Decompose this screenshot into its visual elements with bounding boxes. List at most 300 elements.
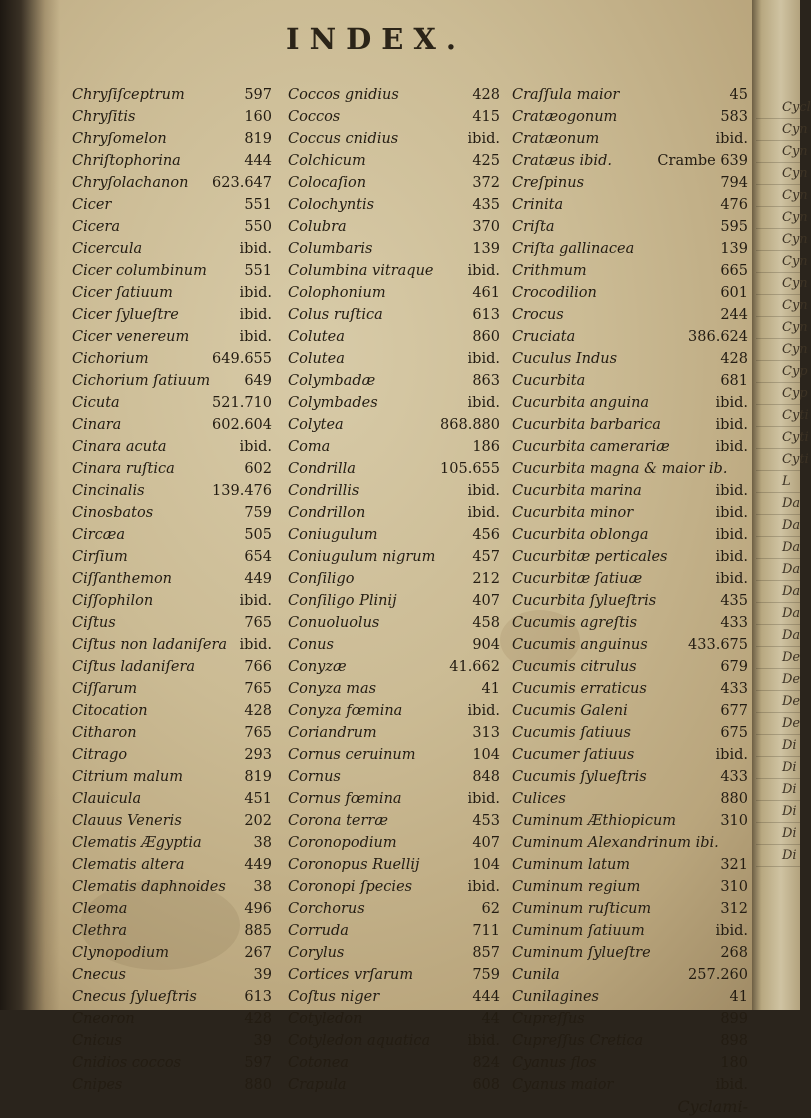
facing-page-fragment: Da <box>782 584 801 599</box>
page-edge-line <box>756 712 800 713</box>
entry-page-number: Crambe 639 <box>657 153 748 169</box>
index-entry <box>512 1030 748 1052</box>
entry-term: Citocation <box>72 703 148 719</box>
entry-page-number: 313 <box>472 725 500 741</box>
index-entry <box>512 590 748 612</box>
entry-page-number: 824 <box>472 1055 500 1071</box>
entry-page-number: 551 <box>244 197 272 213</box>
entry-page-number: ibid. <box>467 703 500 719</box>
entry-page-number: ibid. <box>715 417 748 433</box>
entry-page-number: 457 <box>472 549 500 565</box>
index-entry <box>72 1008 272 1030</box>
entry-page-number: 435 <box>472 197 500 213</box>
index-entry <box>512 656 748 678</box>
index-entry <box>512 898 748 920</box>
facing-page-fragment: Da <box>782 562 801 577</box>
entry-page-number: 759 <box>244 505 272 521</box>
entry-page-number: 848 <box>472 769 500 785</box>
entry-page-number: 765 <box>244 615 272 631</box>
entry-page-number: 386.624 <box>688 329 748 345</box>
entry-term: Cucumis anguinus <box>512 637 648 653</box>
index-entry <box>288 84 500 106</box>
index-entry <box>72 1030 272 1052</box>
page-edge-line <box>756 690 800 691</box>
page-edge-line <box>756 184 800 185</box>
entry-page-number: 293 <box>244 747 272 763</box>
entry-term: Cirſium <box>72 549 128 565</box>
entry-page-number: ibid. <box>715 439 748 455</box>
index-entry <box>288 150 500 172</box>
entry-page-number: 765 <box>244 681 272 697</box>
entry-term: Colutea <box>288 351 345 367</box>
index-entry <box>512 502 748 524</box>
index-entry <box>288 414 500 436</box>
entry-page-number: 456 <box>472 527 500 543</box>
entry-page-number: 608 <box>472 1077 500 1093</box>
page-edge-line <box>756 646 800 647</box>
page-edge-line <box>756 668 800 669</box>
entry-page-number: 868.880 <box>440 417 500 433</box>
index-entry <box>72 216 272 238</box>
index-entry <box>512 920 748 942</box>
index-entry <box>72 546 272 568</box>
entry-term: Cratæogonum <box>512 109 618 125</box>
entry-term: Conyza mas <box>288 681 377 697</box>
page-edge-line <box>756 382 800 383</box>
index-entry <box>72 436 272 458</box>
entry-term: Cnecus ſylueſtris <box>72 989 197 1005</box>
page-edge-line <box>756 448 800 449</box>
entry-term: Cinara ruſtica <box>72 461 175 477</box>
entry-page-number: 451 <box>244 791 272 807</box>
index-entry <box>512 854 748 876</box>
entry-page-number: ibid. <box>467 131 500 147</box>
entry-page-number: 433 <box>720 769 748 785</box>
entry-page-number: 551 <box>244 263 272 279</box>
entry-page-number: 476 <box>720 197 748 213</box>
facing-page-fragment: L <box>782 474 791 489</box>
entry-term: Ciſtus ladaniſera <box>72 659 196 675</box>
entry-page-number: ibid. <box>467 483 500 499</box>
index-entry <box>72 502 272 524</box>
index-entry <box>512 216 748 238</box>
entry-term: Cuminum ſatiuum <box>512 923 645 939</box>
entry-page-number: 310 <box>720 813 748 829</box>
index-entry <box>72 150 272 172</box>
entry-term: Conuoluolus <box>288 615 380 631</box>
page-edge-line <box>756 272 800 273</box>
entry-term: Crocodilion <box>512 285 597 301</box>
facing-page-edge <box>752 0 811 1010</box>
facing-page-fragment: Da <box>782 518 801 533</box>
entry-page-number: 41 <box>481 681 500 697</box>
index-entry <box>72 568 272 590</box>
index-entry <box>288 788 500 810</box>
entry-term: Cratæus ibid. <box>512 153 612 169</box>
index-entry <box>512 744 748 766</box>
index-entry <box>288 502 500 524</box>
entry-term: Colochyntis <box>288 197 375 213</box>
entry-page-number: 39 <box>253 1033 272 1049</box>
entry-term: Coronopodium <box>288 835 397 851</box>
entry-page-number: 428 <box>472 87 500 103</box>
index-entry <box>512 876 748 898</box>
index-entry <box>72 986 272 1008</box>
index-entry <box>288 282 500 304</box>
facing-page-fragment: De <box>782 650 801 665</box>
entry-term: Cotonea <box>288 1055 349 1071</box>
entry-term: Cinosbatos <box>72 505 154 521</box>
entry-page-number: 679 <box>720 659 748 675</box>
book-gutter-shadow <box>0 0 60 1010</box>
entry-term: Colutea <box>288 329 345 345</box>
entry-page-number: 433 <box>720 681 748 697</box>
entry-term: Culices <box>512 791 566 807</box>
index-entry <box>512 106 748 128</box>
facing-page-fragment: Da <box>782 540 801 555</box>
entry-term: Conyzæ <box>288 659 347 675</box>
index-entry <box>288 1030 500 1052</box>
index-column-1 <box>72 84 272 1096</box>
index-entry <box>512 128 748 150</box>
entry-page-number: 268 <box>720 945 748 961</box>
entry-page-number: 649 <box>244 373 272 389</box>
entry-term: Cichorium ſatiuum <box>72 373 211 389</box>
index-entry <box>288 810 500 832</box>
index-column-2 <box>288 84 500 1096</box>
entry-term: Cunilagines <box>512 989 599 1005</box>
entry-term: Cucurbita ſylueſtris <box>512 593 657 609</box>
entry-page-number: ibid. <box>239 637 272 653</box>
index-entry <box>512 832 748 854</box>
entry-page-number: ibid. <box>239 307 272 323</box>
index-entry <box>288 612 500 634</box>
entry-term: Clematis daphnoides <box>72 879 226 895</box>
entry-term: Ciſtus non ladaniſera <box>72 637 228 653</box>
entry-page-number: 433 <box>720 615 748 631</box>
entry-page-number: ibid. <box>467 351 500 367</box>
entry-page-number: 428 <box>244 703 272 719</box>
entry-term: Cicer <box>72 197 112 213</box>
entry-term: Cnipes <box>72 1077 123 1093</box>
entry-term: Cicer ſatiuum <box>72 285 173 301</box>
index-entry <box>512 942 748 964</box>
entry-term: Citrium malum <box>72 769 183 785</box>
entry-term: Crocus <box>512 307 564 323</box>
index-entry <box>512 326 748 348</box>
index-entry <box>72 238 272 260</box>
entry-page-number: 602.604 <box>212 417 272 433</box>
page-edge-line <box>756 140 800 141</box>
index-entry <box>72 370 272 392</box>
entry-term: Cicer venereum <box>72 329 190 345</box>
entry-page-number: 766 <box>244 659 272 675</box>
entry-term: Clematis altera <box>72 857 185 873</box>
index-entry <box>72 788 272 810</box>
entry-term: Cucurbita camerariæ <box>512 439 670 455</box>
index-entry <box>288 700 500 722</box>
entry-page-number: ibid. <box>715 549 748 565</box>
index-entry <box>512 568 748 590</box>
page-edge-line <box>756 250 800 251</box>
page-edge-line <box>756 404 800 405</box>
entry-page-number: 794 <box>720 175 748 191</box>
entry-term: Conſiligo Plinij <box>288 593 397 609</box>
facing-page-fragment: Da <box>782 496 801 511</box>
entry-page-number: 38 <box>253 835 272 851</box>
entry-page-number: 583 <box>720 109 748 125</box>
entry-term: Creſpinus <box>512 175 585 191</box>
entry-term: Cucumis erraticus <box>512 681 647 697</box>
index-entry <box>288 1052 500 1074</box>
index-entry <box>72 524 272 546</box>
index-entry <box>512 238 748 260</box>
entry-page-number: 415 <box>472 109 500 125</box>
index-entry <box>512 634 748 656</box>
page-edge-line <box>756 580 800 581</box>
index-entry <box>72 810 272 832</box>
entry-term: Coriandrum <box>288 725 377 741</box>
entry-page-number: 602 <box>244 461 272 477</box>
facing-page-fragment: Di <box>782 848 797 863</box>
entry-term: Cuminum ſylueſtre <box>512 945 651 961</box>
entry-term: Cucumis citrulus <box>512 659 637 675</box>
page-edge-line <box>756 800 800 801</box>
page-edge-line <box>756 844 800 845</box>
index-entry <box>72 942 272 964</box>
page-edge-line <box>756 316 800 317</box>
entry-term: Cucurbita oblonga <box>512 527 649 543</box>
index-entry <box>512 788 748 810</box>
entry-page-number: 496 <box>244 901 272 917</box>
entry-page-number: ibid. <box>239 329 272 345</box>
index-entry <box>288 524 500 546</box>
index-entry <box>288 986 500 1008</box>
entry-page-number: 370 <box>472 219 500 235</box>
entry-term: Colymbades <box>288 395 378 411</box>
index-entry <box>72 700 272 722</box>
index-entry <box>512 260 748 282</box>
facing-page-fragment: Di <box>782 804 797 819</box>
entry-term: Citrago <box>72 747 128 763</box>
entry-term: Cucurbita magna & maior ib. <box>512 461 728 477</box>
entry-term: Coccus cnidius <box>288 131 399 147</box>
index-entry <box>288 832 500 854</box>
index-entry <box>72 612 272 634</box>
entry-page-number: ibid. <box>715 1077 748 1093</box>
index-entry <box>288 744 500 766</box>
entry-term: Cucumis ſylueſtris <box>512 769 647 785</box>
entry-term: Ciſſophilon <box>72 593 154 609</box>
entry-term: Cucurbita marina <box>512 483 642 499</box>
entry-term: Colymbadæ <box>288 373 376 389</box>
index-entry <box>288 722 500 744</box>
entry-page-number: 601 <box>720 285 748 301</box>
entry-page-number: 675 <box>720 725 748 741</box>
entry-term: Conyza fœmina <box>288 703 403 719</box>
page-edge-line <box>756 162 800 163</box>
facing-page-fragment: Di <box>782 760 797 775</box>
index-entry <box>288 920 500 942</box>
entry-term: Coſtus niger <box>288 989 380 1005</box>
entry-page-number: 597 <box>244 1055 272 1071</box>
entry-page-number: 160 <box>244 109 272 125</box>
page-edge-line <box>756 470 800 471</box>
index-entry <box>72 106 272 128</box>
index-entry <box>512 458 748 480</box>
entry-term: Cinara acuta <box>72 439 167 455</box>
index-entry <box>512 172 748 194</box>
entry-term: Cunila <box>512 967 560 983</box>
entry-page-number: 139 <box>720 241 748 257</box>
entry-term: Cuculus Indus <box>512 351 618 367</box>
entry-term: Cicuta <box>72 395 120 411</box>
index-entry <box>288 216 500 238</box>
entry-page-number: 41.662 <box>449 659 500 675</box>
entry-term: Cucumis ſatiuus <box>512 725 631 741</box>
index-entry <box>288 348 500 370</box>
entry-term: Cornus ceruinum <box>288 747 416 763</box>
index-entry <box>512 150 748 172</box>
catchword: Cyclami- <box>677 1097 748 1116</box>
entry-page-number: ibid. <box>467 1033 500 1049</box>
entry-page-number: 45 <box>729 87 748 103</box>
facing-page-fragment: De <box>782 672 801 687</box>
entry-page-number: 665 <box>720 263 748 279</box>
facing-page-fragment: Da <box>782 606 801 621</box>
entry-page-number: 857 <box>472 945 500 961</box>
entry-term: Cucurbitæ ſatiuæ <box>512 571 643 587</box>
entry-page-number: 212 <box>472 571 500 587</box>
index-entry <box>512 700 748 722</box>
entry-term: Cleoma <box>72 901 128 917</box>
index-entry <box>288 656 500 678</box>
entry-term: Cortices vrſarum <box>288 967 414 983</box>
entry-page-number: 819 <box>244 131 272 147</box>
entry-page-number: 444 <box>472 989 500 1005</box>
entry-page-number: ibid. <box>715 571 748 587</box>
page-edge-line <box>756 756 800 757</box>
facing-page-fragment: Da <box>782 628 801 643</box>
entry-page-number: 597 <box>244 87 272 103</box>
entry-page-number: 677 <box>720 703 748 719</box>
entry-page-number: 104 <box>472 857 500 873</box>
entry-term: Ciſſarum <box>72 681 138 697</box>
index-entry <box>512 304 748 326</box>
facing-page-fragment: De <box>782 716 801 731</box>
page-edge-line <box>756 536 800 537</box>
entry-page-number: 433.675 <box>688 637 748 653</box>
entry-term: Cratæonum <box>512 131 600 147</box>
index-entry <box>72 480 272 502</box>
index-entry <box>288 172 500 194</box>
index-entry <box>512 810 748 832</box>
entry-term: Cucurbita barbarica <box>512 417 661 433</box>
entry-term: Conſiligo <box>288 571 355 587</box>
facing-page-fragment: Cyp <box>782 364 808 379</box>
entry-page-number: 425 <box>472 153 500 169</box>
index-entry <box>72 304 272 326</box>
entry-page-number: 759 <box>472 967 500 983</box>
index-entry <box>72 172 272 194</box>
facing-page-fragment: Cyn <box>782 320 808 335</box>
facing-page-fragment: Cyti <box>782 452 809 467</box>
facing-page-fragment: Cyn <box>782 276 808 291</box>
entry-page-number: 461 <box>472 285 500 301</box>
entry-page-number: 880 <box>720 791 748 807</box>
entry-page-number: 267 <box>244 945 272 961</box>
entry-page-number: ibid. <box>715 923 748 939</box>
entry-term: Cupreſſus Cretica <box>512 1033 644 1049</box>
entry-term: Coccos gnidius <box>288 87 399 103</box>
entry-term: Ciſſanthemon <box>72 571 173 587</box>
index-entry <box>288 458 500 480</box>
entry-term: Chriſtophorina <box>72 153 181 169</box>
facing-page-fragment: Cyn <box>782 122 808 137</box>
index-entry <box>512 766 748 788</box>
entry-term: Cucurbita <box>512 373 586 389</box>
entry-page-number: ibid. <box>715 505 748 521</box>
index-entry <box>512 414 748 436</box>
index-entry <box>288 678 500 700</box>
facing-page-fragment: Cyn <box>782 298 808 313</box>
facing-page-fragment: Cyti <box>782 408 809 423</box>
entry-term: Cnicus <box>72 1033 122 1049</box>
entry-page-number: 407 <box>472 593 500 609</box>
index-entry <box>288 1074 500 1096</box>
entry-term: Clauus Veneris <box>72 813 182 829</box>
index-entry <box>512 392 748 414</box>
facing-page-fragment: Cyn <box>782 342 808 357</box>
entry-term: Condrilla <box>288 461 356 477</box>
entry-term: Colubra <box>288 219 347 235</box>
entry-term: Cyanus flos <box>512 1055 597 1071</box>
index-entry <box>288 370 500 392</box>
index-entry <box>72 458 272 480</box>
index-entry <box>288 436 500 458</box>
entry-page-number: 613 <box>472 307 500 323</box>
entry-page-number: 180 <box>720 1055 748 1071</box>
entry-term: Cuminum Alexandrinum ibi. <box>512 835 719 851</box>
entry-page-number: ibid. <box>239 593 272 609</box>
entry-page-number: ibid. <box>715 483 748 499</box>
index-entry <box>288 854 500 876</box>
page-edge-line <box>756 514 800 515</box>
facing-page-fragment: Cycl <box>782 100 811 115</box>
index-entry <box>72 898 272 920</box>
entry-term: Coronopus Ruellij <box>288 857 420 873</box>
entry-page-number: 649.655 <box>212 351 272 367</box>
entry-term: Cicera <box>72 219 121 235</box>
page-edge-line <box>756 426 800 427</box>
page-edge-line <box>756 602 800 603</box>
index-entry <box>72 282 272 304</box>
entry-page-number: 819 <box>244 769 272 785</box>
index-entry <box>72 964 272 986</box>
entry-term: Citharon <box>72 725 137 741</box>
entry-page-number: 885 <box>244 923 272 939</box>
entry-term: Cicer columbinum <box>72 263 207 279</box>
index-entry <box>512 722 748 744</box>
entry-page-number: 505 <box>244 527 272 543</box>
index-entry <box>512 436 748 458</box>
index-entry <box>72 854 272 876</box>
entry-page-number: ibid. <box>715 131 748 147</box>
entry-page-number: 449 <box>244 571 272 587</box>
index-entry <box>288 766 500 788</box>
entry-term: Coniugulum nigrum <box>288 549 436 565</box>
entry-term: Coniugulum <box>288 527 378 543</box>
